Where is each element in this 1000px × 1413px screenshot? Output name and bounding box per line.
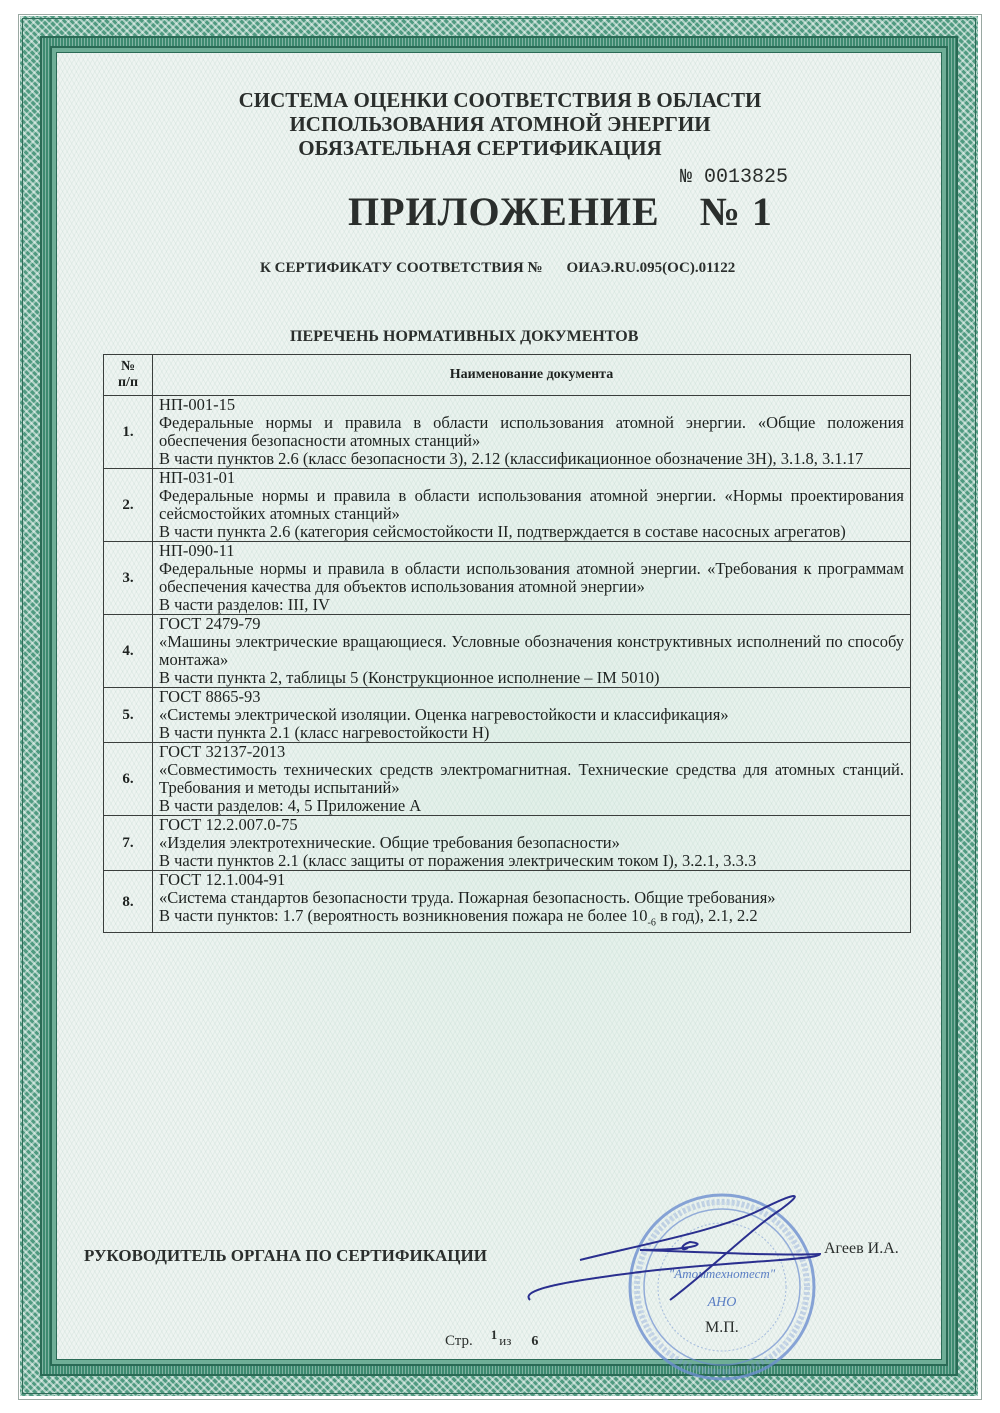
table-row [104,469,911,542]
document-scope: В части пункта 2.1 (класс нагревостойкости Н) [159,723,490,742]
header-line-2: ИСПОЛЬЗОВАНИЯ АТОМНОЙ ЭНЕРГИИ [289,112,711,136]
table-row [104,688,911,743]
table-row [104,816,911,871]
document-title: «Система стандартов безопасности труда. Пожарная безопасность. Общие требования» [159,888,776,907]
head-of-certification-body-label: РУКОВОДИТЕЛЬ ОРГАНА ПО СЕРТИФИКАЦИИ [84,1246,487,1265]
column-header-number [104,355,153,396]
page-indicator [445,1327,539,1350]
document-code: НП-001-15 [159,395,236,414]
row-number: 4. [104,615,153,688]
header-line-1: СИСТЕМА ОЦЕНКИ СООТВЕТСТВИЯ В ОБЛАСТИ [238,88,762,112]
certificate-label: К СЕРТИФИКАТУ СООТВЕТСТВИЯ № [260,260,543,276]
document-code: ГОСТ 8865-93 [159,687,261,706]
form-serial-number: № 0013825 [680,166,789,189]
document-scope: В части разделов: 4, 5 Приложение А [159,796,422,815]
certificate-number: ОИАЭ.RU.095(ОС).01122 [566,260,736,276]
document-title: «Машины электрические вращающиеся. Условные обозначения конструктивных исполнений по способу монтажа» [159,632,904,669]
table-row [104,743,911,816]
document-title: «Системы электрической изоляции. Оценка нагревостойкости и классификация» [159,705,729,724]
annex-number: № 1 [699,189,773,234]
row-number: 2. [104,469,153,542]
table-row [104,396,911,469]
document-scope: В части пункта 2, таблицы 5 (Конструкционное исполнение – IM 5010) [159,668,660,687]
row-number: 7. [104,816,153,871]
page-label: Стр. [445,1333,473,1349]
document-scope [159,907,904,932]
column-header-document-name: Наименование документа [153,355,911,396]
document-code: НП-090-11 [159,541,235,560]
column-header-number-line2: п/п [117,375,139,390]
document-scope: В части пунктов 2.1 (класс защиты от поражения электрическим током I), 3.2.1, 3.3.3 [159,851,757,870]
document-scope: В части разделов: III, IV [159,595,330,614]
document-scope: В части пункта 2.6 (категория сейсмостойкости II, подтверждается в составе насосных агрегатов) [159,522,846,541]
list-title: ПЕРЕЧЕНЬ НОРМАТИВНЫХ ДОКУМЕНТОВ [290,328,639,345]
certificate-reference [260,260,735,277]
table-row [104,615,911,688]
document-title: «Изделия электротехнические. Общие требования безопасности» [159,833,620,852]
document-code: ГОСТ 32137-2013 [159,742,286,761]
column-header-number-line1: № [120,359,136,374]
document-title: Федеральные нормы и правила в области использования атомной энергии. «Требования к программам обеспечения качества для объектов использования атомной энергии» [159,559,904,596]
document-cell [153,469,911,542]
document-code: ГОСТ 12.1.004-91 [159,870,286,889]
document-code: ГОСТ 12.2.007.0-75 [159,815,298,834]
document-scope-text-end: в год), 2.1, 2.2 [655,906,758,925]
row-number: 3. [104,542,153,615]
document-title: Федеральные нормы и правила в области использования атомной энергии. «Нормы проектирования сейсмостойких атомных станций» [159,486,904,523]
header-line-3: ОБЯЗАТЕЛЬНАЯ СЕРТИФИКАЦИЯ [298,136,662,160]
annex-title-text: ПРИЛОЖЕНИЕ [348,189,660,234]
row-number: 5. [104,688,153,743]
table-row [104,542,911,615]
document-cell [153,816,911,871]
document-cell [153,688,911,743]
stamp-center-text: АНО [707,1295,737,1310]
page-current: 1 [490,1327,498,1342]
document-title: «Совместимость технических средств электромагнитная. Технические средства для атомных станций. Требования и методы испытаний» [159,760,904,797]
signature [520,1190,850,1320]
normative-documents-table [103,354,911,933]
exponent: -6 [647,917,656,929]
table-header-row [104,355,911,396]
table-row [104,871,911,933]
document-code: ГОСТ 2479-79 [159,614,261,633]
document-cell [153,542,911,615]
seal-place-label: М.П. [705,1319,739,1336]
document-cell [153,871,911,933]
document-scope: В части пунктов 2.6 (класс безопасности 3), 2.12 (классификационное обозначение 3Н), 3.1.8, 3.1.17 [159,449,864,468]
document-cell [153,396,911,469]
document-scope-text: В части пунктов: 1.7 (вероятность возникновения пожара не более 10 [159,906,648,925]
page-of: из [499,1333,512,1348]
document-cell [153,615,911,688]
row-number: 6. [104,743,153,816]
signer-name: Агеев И.А. [824,1240,899,1257]
row-number: 8. [104,871,153,933]
stamp-org-name: "Атомтехнотест" [668,1266,776,1281]
document-title: Федеральные нормы и правила в области использования атомной энергии. «Общие положения обеспечения безопасности атомных станций» [159,413,904,450]
page-total: 6 [531,1334,539,1349]
row-number: 1. [104,396,153,469]
document-cell [153,743,911,816]
document-code: НП-031-01 [159,468,236,487]
annex-title [348,188,773,235]
